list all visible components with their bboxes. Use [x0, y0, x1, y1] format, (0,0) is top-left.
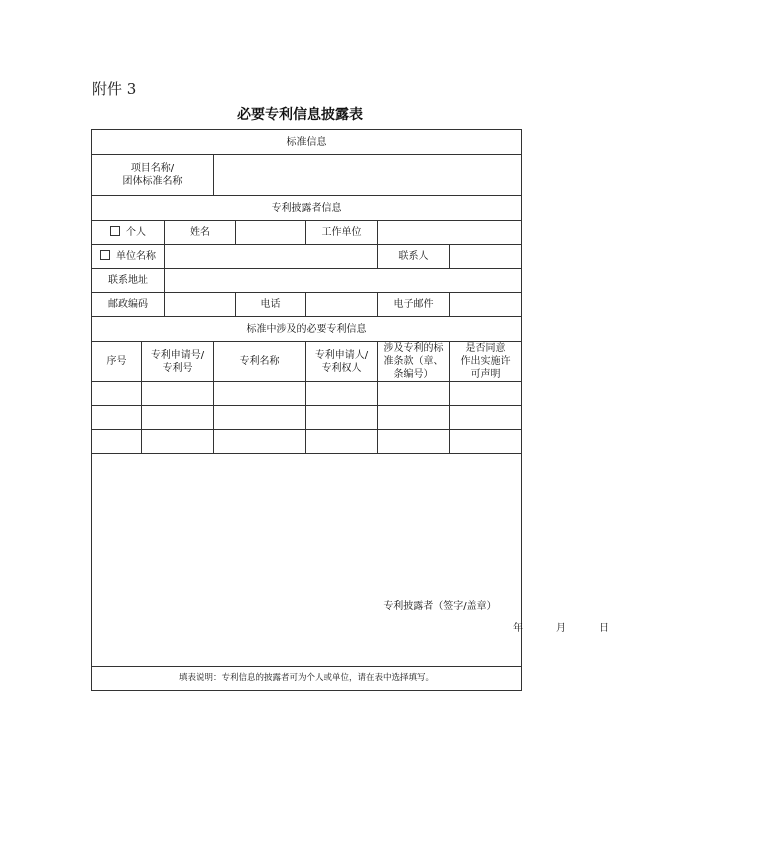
header-cell: [92, 342, 142, 382]
section-discloser-info: 专利披露者信息: [92, 196, 522, 221]
unit-option[interactable]: [92, 245, 165, 269]
header-line: 序号: [106, 356, 127, 367]
patent-cell[interactable]: [92, 406, 142, 430]
individual-option[interactable]: [92, 221, 165, 245]
header-cell: [450, 342, 522, 382]
header-line: 专利申请号/: [150, 349, 205, 361]
section-patent-info: 标准中涉及的必要专利信息: [92, 317, 522, 342]
header-line: 专利名称: [239, 356, 280, 367]
patent-cell[interactable]: [306, 430, 378, 454]
patent-cell[interactable]: [214, 430, 306, 454]
patent-cell[interactable]: [450, 406, 522, 430]
address-label: 联系地址: [92, 269, 165, 293]
section-standard-info: 标准信息: [92, 130, 522, 155]
header-cell: [378, 342, 450, 382]
signature-day: 日: [599, 623, 609, 634]
disclosure-form: [91, 129, 609, 691]
patent-cell[interactable]: [378, 382, 450, 406]
unit-checkbox[interactable]: [100, 250, 110, 260]
attachment-label: 附件 3: [92, 80, 137, 98]
postal-code-label: 邮政编码: [92, 293, 165, 317]
patent-cell[interactable]: [306, 406, 378, 430]
patent-cell[interactable]: [142, 382, 214, 406]
form-title: 必要专利信息披露表: [237, 107, 363, 123]
patent-cell[interactable]: [306, 382, 378, 406]
patent-cell[interactable]: [214, 382, 306, 406]
patent-row: [92, 382, 522, 406]
project-name-field[interactable]: [214, 155, 522, 196]
project-name-label-line1: 项目名称/: [130, 163, 175, 174]
header-line: 是否同意: [465, 343, 506, 354]
contact-person-label: 联系人: [378, 245, 450, 269]
contact-person-field[interactable]: [450, 245, 522, 269]
work-unit-field[interactable]: [378, 221, 522, 245]
individual-checkbox[interactable]: [110, 226, 120, 236]
unit-name-label: 单位名称: [116, 251, 156, 262]
patent-cell[interactable]: [142, 430, 214, 454]
patent-cell[interactable]: [214, 406, 306, 430]
patent-cell[interactable]: [450, 382, 522, 406]
phone-field[interactable]: [306, 293, 378, 317]
patent-row: [92, 406, 522, 430]
name-field[interactable]: [236, 221, 306, 245]
patent-cell[interactable]: [92, 382, 142, 406]
patent-row: [92, 430, 522, 454]
project-name-label-line2: 团体标准名称: [122, 176, 183, 187]
patent-cell[interactable]: [378, 430, 450, 454]
email-field[interactable]: [450, 293, 522, 317]
patent-cell[interactable]: [450, 430, 522, 454]
individual-label: 个人: [126, 227, 146, 238]
patent-table-header: [92, 342, 522, 382]
patent-cell[interactable]: [378, 406, 450, 430]
signature-date: [346, 622, 776, 635]
patent-cell[interactable]: [142, 406, 214, 430]
name-label: 姓名: [165, 221, 236, 245]
header-cell: [306, 342, 378, 382]
postal-code-field[interactable]: [165, 293, 236, 317]
header-cell: [142, 342, 214, 382]
header-line: 条编号）: [393, 369, 434, 380]
work-unit-label: 工作单位: [306, 221, 378, 245]
phone-label: 电话: [236, 293, 306, 317]
header-line: 专利申请人/: [314, 349, 369, 361]
signature-month: 月: [556, 623, 566, 634]
email-label: 电子邮件: [378, 293, 450, 317]
header-cell: [214, 342, 306, 382]
header-line: 专利权人: [321, 362, 362, 374]
header-line: 专利号: [162, 362, 193, 374]
header-line: 涉及专利的标: [383, 343, 444, 354]
signature-year: 年: [513, 623, 523, 634]
signature-label: 专利披露者（签字/盖章）: [383, 601, 497, 612]
header-line: 可声明: [470, 369, 501, 380]
unit-name-field[interactable]: [165, 245, 378, 269]
header-line: 作出实施许: [460, 356, 511, 367]
patent-cell[interactable]: [92, 430, 142, 454]
address-field[interactable]: [165, 269, 522, 293]
project-name-label: [92, 155, 214, 196]
fill-instructions: 填表说明：专利信息的披露者可为个人或单位，请在表中选择填写。: [92, 667, 522, 691]
signature-area[interactable]: [92, 454, 609, 667]
header-line: 准条款（章、: [383, 356, 444, 367]
